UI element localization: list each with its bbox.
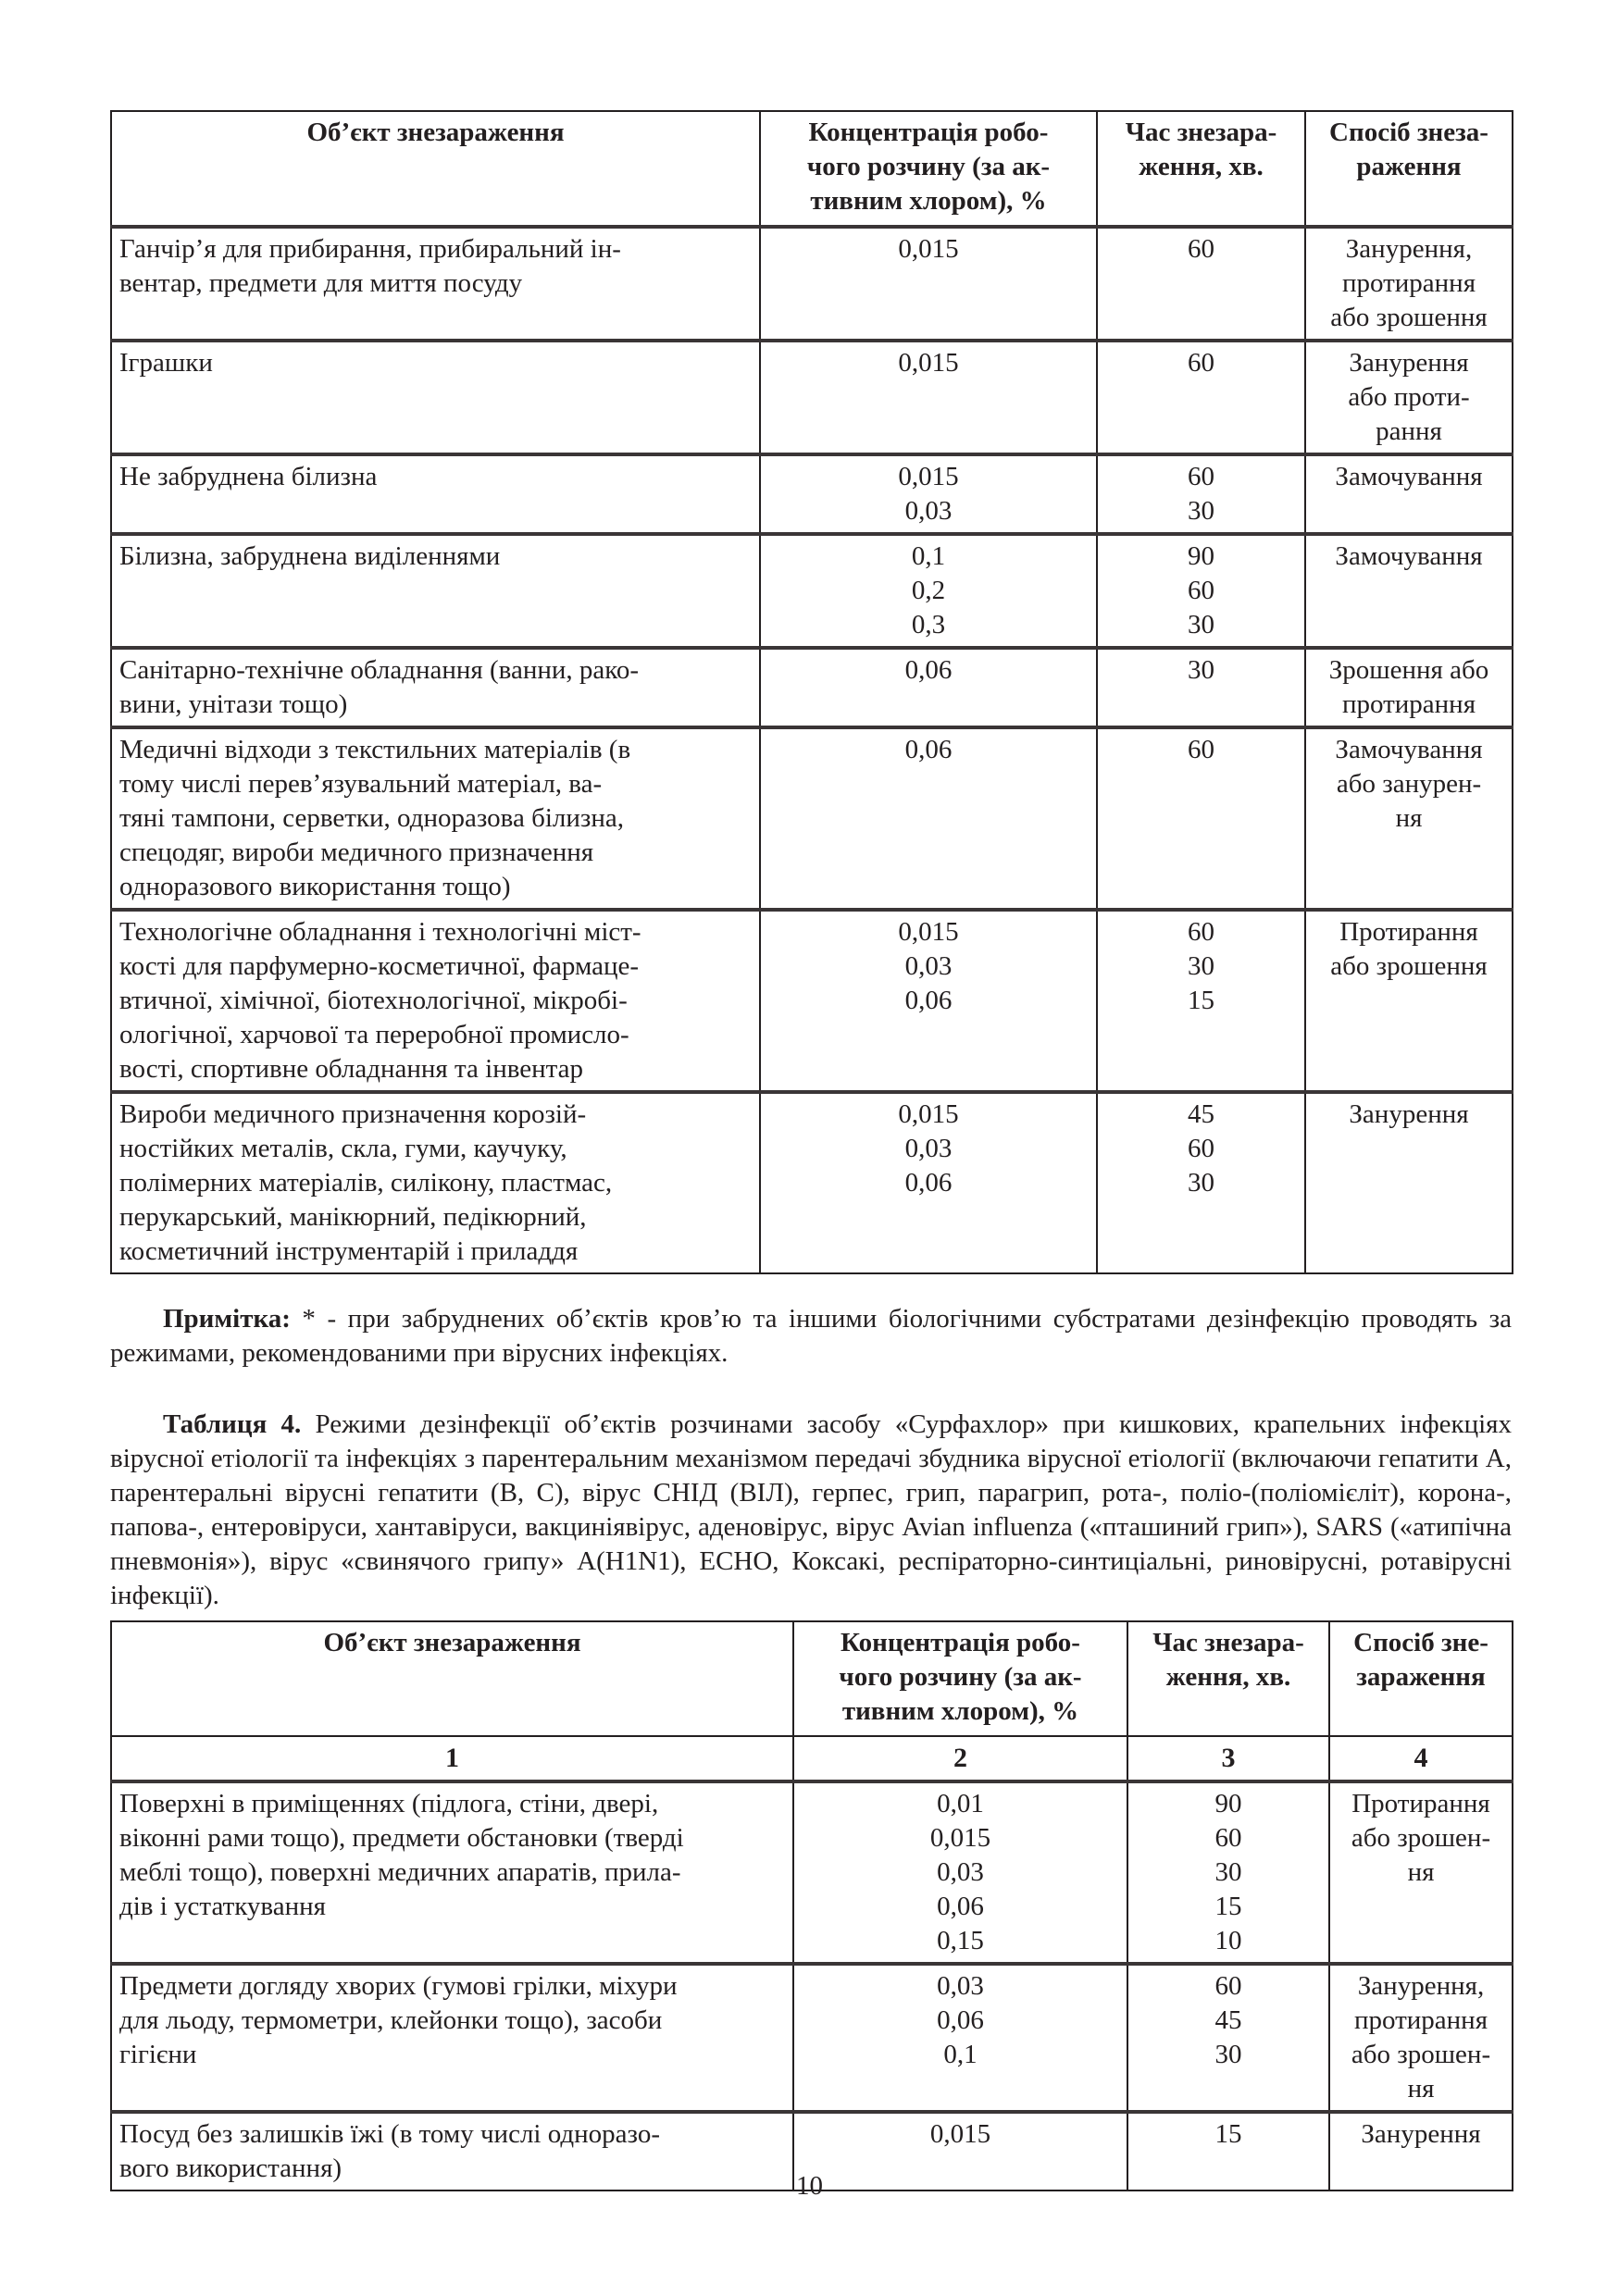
header-line: Час знезара-: [1152, 1628, 1304, 1657]
method-cell-line: ня: [1395, 803, 1423, 833]
concentration-cell: [760, 534, 1097, 648]
concentration-cell: [760, 648, 1097, 727]
time-cell-line: 60: [1188, 462, 1214, 491]
time-cell-line: 60: [1188, 917, 1214, 947]
column-number: 3: [1127, 1736, 1329, 1781]
concentration-cell-line: 0,06: [904, 735, 953, 764]
header-line: чого розчину (за ак-: [806, 152, 1051, 181]
table-row: [111, 910, 1513, 1092]
method-cell-line: Занурення: [1349, 1099, 1469, 1129]
concentration-cell-line: 0,2: [911, 576, 946, 605]
method-cell-line: Замочування: [1335, 541, 1483, 571]
table-4-caption-text: Режими дезінфекції об’єктів розчинами засобу «Сурфахлор» при кишкових, крапельних інфекціях вірусної етіології та інфекціях з парентеральним механізмом передачі збудника вірусної етіології (включаючи гепатити А, парентеральні вірусні гепатити (В, С), вірус СНІД (ВІЛ), герпес, грип, парагрип, рота-, поліо-(поліомієліт), корона-, папова-, ентеровіруси, хантавіруси, вакциніявірус, аденовірус, вірус Avian influenza («пташиний грип»), SARS («атипічна пневмонія»), вірус «свинячого грипу» A(H1N1), ECHO, Коксакі, респіраторно-синтиціальні, риновірусні, ротавірусні інфекції).: [110, 1409, 1512, 1610]
object-cell-line: одноразового використання тощо): [119, 872, 511, 901]
concentration-cell-line: 0,1: [911, 541, 946, 571]
note-paragraph: [110, 1302, 1512, 1371]
method-cell-line: Занурення,: [1357, 1971, 1485, 2001]
concentration-cell: [793, 1781, 1127, 1964]
object-cell-line: вини, унітази тощо): [119, 689, 348, 719]
concentration-cell-line: 0,015: [898, 462, 959, 491]
object-cell-line: Ганчір’я для прибирання, прибиральний ін-: [119, 234, 621, 264]
table-3-continued: [110, 110, 1513, 1274]
header-time: [1127, 1621, 1329, 1736]
method-cell-line: протирання: [1341, 689, 1476, 719]
header-line: чого розчину (за ак-: [839, 1662, 1082, 1692]
object-cell-line: меблі тощо), поверхні медичних апаратів, прила-: [119, 1857, 681, 1887]
method-cell-line: Замочування: [1335, 462, 1483, 491]
time-cell: [1127, 1964, 1329, 2112]
object-cell: [111, 648, 760, 727]
time-cell-line: 30: [1188, 496, 1214, 526]
concentration-cell-line: 0,015: [898, 1099, 959, 1129]
concentration-cell-line: 0,15: [937, 1926, 984, 1955]
object-cell-line: Поверхні в приміщеннях (підлога, стіни, двері,: [119, 1789, 659, 1818]
time-cell-line: 15: [1214, 1892, 1242, 1921]
method-cell-line: або занурен-: [1336, 769, 1482, 799]
object-cell-line: Не забруднена білизна: [119, 462, 378, 491]
method-cell-line: або зрошення: [1330, 951, 1488, 981]
concentration-cell-line: 0,06: [937, 1892, 984, 1921]
time-cell: [1097, 454, 1305, 534]
time-cell: [1097, 341, 1305, 454]
concentration-cell-line: 0,03: [904, 496, 953, 526]
concentration-cell-line: 0,03: [904, 1134, 953, 1163]
method-cell-line: Замочування: [1335, 735, 1483, 764]
concentration-cell-line: 0,03: [937, 1971, 984, 2001]
header-object: [111, 1621, 793, 1736]
time-cell-line: 60: [1188, 735, 1214, 764]
object-cell-line: Медичні відходи з текстильних матеріалів (в: [119, 735, 631, 764]
page-number: 10: [796, 2171, 823, 2201]
method-cell-line: або проти-: [1348, 382, 1470, 412]
header-line: Спосіб знеза-: [1329, 118, 1488, 147]
header-method: [1329, 1621, 1513, 1736]
method-cell-line: протирання: [1353, 2005, 1488, 2035]
concentration-cell: [793, 1964, 1127, 2112]
method-cell: [1329, 1964, 1513, 2112]
time-cell-line: 60: [1188, 1134, 1214, 1163]
time-cell-line: 30: [1214, 2040, 1242, 2069]
table-row: [111, 1781, 1513, 1964]
time-cell-line: 60: [1214, 1971, 1242, 2001]
time-cell: [1097, 1092, 1305, 1273]
object-cell-line: Посуд без залишків їжі (в тому числі одноразо-: [119, 2119, 660, 2149]
time-cell-line: 30: [1214, 1857, 1242, 1887]
header-line: Спосіб зне-: [1353, 1628, 1488, 1657]
method-cell: [1305, 534, 1513, 648]
column-number: 4: [1329, 1736, 1513, 1781]
concentration-cell-line: 0,015: [929, 2119, 991, 2149]
header-line: Концентрація робо-: [841, 1628, 1080, 1657]
header-time: [1097, 111, 1305, 227]
method-cell: [1329, 1781, 1513, 1964]
object-cell-line: спецодяг, вироби медичного призначення: [119, 838, 594, 867]
concentration-cell-line: 0,3: [911, 610, 946, 639]
header-line: Концентрація робо-: [808, 118, 1049, 147]
method-cell-line: ня: [1407, 1857, 1435, 1887]
time-cell-line: 60: [1188, 576, 1214, 605]
column-number-row: [111, 1736, 1513, 1781]
time-cell-line: 30: [1188, 655, 1214, 685]
time-cell: [1127, 1781, 1329, 1964]
table-row: [111, 1092, 1513, 1273]
object-cell-line: Предмети догляду хворих (гумові грілки, міхури: [119, 1971, 678, 2001]
object-cell: [111, 1092, 760, 1273]
header-line: тивним хлором), %: [841, 1696, 1079, 1726]
method-cell-line: Занурення: [1361, 2119, 1481, 2149]
time-cell-line: 45: [1188, 1099, 1214, 1129]
concentration-cell-line: 0,1: [943, 2040, 978, 2069]
time-cell-line: 60: [1188, 234, 1214, 264]
object-cell-line: тяні тампони, серветки, одноразова білизна,: [119, 803, 624, 833]
method-cell-line: Занурення: [1349, 348, 1469, 378]
object-cell-line: дів і устаткування: [119, 1892, 326, 1921]
object-cell-line: Технологічне обладнання і технологічні міст-: [119, 917, 641, 947]
object-cell-line: втичної, хімічної, біотехнологічної, мікробі-: [119, 986, 628, 1015]
concentration-cell-line: 0,015: [929, 1823, 991, 1853]
column-number: 2: [793, 1736, 1127, 1781]
table-row: [111, 341, 1513, 454]
object-cell-line: тому числі перев’язувальний матеріал, ва-: [119, 769, 603, 799]
table-row: [111, 227, 1513, 341]
object-cell: [111, 454, 760, 534]
object-cell-line: віконні рами тощо), предмети обстановки (тверді: [119, 1823, 684, 1853]
object-cell: [111, 1781, 793, 1964]
header-line: Об’єкт знезараження: [323, 1628, 581, 1657]
object-cell: [111, 910, 760, 1092]
header-line: раження: [1356, 152, 1462, 181]
object-cell: [111, 534, 760, 648]
time-cell-line: 60: [1188, 348, 1214, 378]
table-row: [111, 534, 1513, 648]
concentration-cell-line: 0,06: [904, 655, 953, 685]
table-4-body: [111, 1781, 1513, 2191]
concentration-cell-line: 0,06: [904, 986, 953, 1015]
time-cell-line: 30: [1188, 610, 1214, 639]
time-cell-line: 15: [1188, 986, 1214, 1015]
time-cell: [1097, 648, 1305, 727]
concentration-cell-line: 0,01: [937, 1789, 984, 1818]
object-cell-line: Санітарно-технічне обладнання (ванни, рако-: [119, 655, 640, 685]
time-cell-line: 90: [1188, 541, 1214, 571]
object-cell-line: вентар, предмети для миття посуду: [119, 268, 523, 298]
table-row: [111, 648, 1513, 727]
time-cell: [1097, 727, 1305, 910]
table-3-body: [111, 227, 1513, 1273]
concentration-cell: [760, 727, 1097, 910]
method-cell: [1305, 1092, 1513, 1273]
method-cell: [1305, 454, 1513, 534]
concentration-cell: [760, 910, 1097, 1092]
method-cell: [1305, 727, 1513, 910]
time-cell-line: 60: [1214, 1823, 1242, 1853]
object-cell-line: ологічної, харчової та переробної промисло-: [119, 1020, 629, 1049]
concentration-cell-line: 0,03: [904, 951, 953, 981]
concentration-cell-line: 0,015: [898, 917, 959, 947]
time-cell-line: 10: [1214, 1926, 1242, 1955]
time-cell: [1097, 910, 1305, 1092]
time-cell: [1097, 227, 1305, 341]
time-cell-line: 30: [1188, 951, 1214, 981]
method-cell-line: Занурення,: [1345, 234, 1473, 264]
concentration-cell-line: 0,03: [937, 1857, 984, 1887]
concentration-cell-line: 0,015: [898, 234, 959, 264]
method-cell: [1305, 910, 1513, 1092]
table-header-row: [111, 111, 1513, 227]
note-asterisk: * -: [290, 1304, 337, 1334]
table-row: [111, 454, 1513, 534]
method-cell: [1305, 648, 1513, 727]
concentration-cell-line: 0,015: [898, 348, 959, 378]
concentration-cell-line: 0,06: [937, 2005, 984, 2035]
column-number: 1: [111, 1736, 793, 1781]
table-4: [110, 1620, 1513, 2191]
table-row: [111, 1964, 1513, 2112]
object-cell-line: кості для парфумерно-косметичної, фармаце-: [119, 951, 640, 981]
method-cell-line: або зрошен-: [1351, 1823, 1491, 1853]
method-cell-line: ня: [1407, 2074, 1435, 2104]
table-row: [111, 727, 1513, 910]
time-cell-line: 90: [1214, 1789, 1242, 1818]
concentration-cell-line: 0,06: [904, 1168, 953, 1198]
table-header-row: [111, 1621, 1513, 1736]
object-cell-line: для льоду, термометри, клейонки тощо), засоби: [119, 2005, 663, 2035]
object-cell-line: косметичний інструментарій і приладдя: [119, 1236, 579, 1266]
concentration-cell: [760, 454, 1097, 534]
method-cell-line: протирання: [1341, 268, 1476, 298]
note-label: Примітка:: [163, 1304, 291, 1334]
object-cell-line: перукарський, манікюрний, педікюрний,: [119, 1202, 587, 1232]
header-line: зараження: [1356, 1662, 1486, 1692]
header-line: Час знезара-: [1125, 118, 1277, 147]
method-cell-line: рання: [1376, 416, 1442, 446]
time-cell: [1097, 534, 1305, 648]
document-page: [110, 110, 1512, 2191]
method-cell: [1305, 227, 1513, 341]
method-cell-line: Протирання: [1339, 917, 1478, 947]
object-cell: [111, 341, 760, 454]
object-cell-line: ностійких металів, скла, гуми, каучуку,: [119, 1134, 567, 1163]
method-cell-line: Зрошення або: [1328, 655, 1489, 685]
object-cell-line: Іграшки: [119, 348, 213, 378]
object-cell-line: вості, спортивне обладнання та інвентар: [119, 1054, 584, 1084]
concentration-cell: [760, 1092, 1097, 1273]
time-cell-line: 30: [1188, 1168, 1214, 1198]
header-method: [1305, 111, 1513, 227]
method-cell-line: або зрошен-: [1351, 2040, 1491, 2069]
object-cell: [111, 227, 760, 341]
method-cell-line: Протирання: [1351, 1789, 1490, 1818]
note-text: при забруднених об’єктів кров’ю та іншими біологічними субстратами дезінфекцію проводять за режимами, рекомендованими при вірусних інфекціях.: [110, 1304, 1512, 1368]
object-cell-line: полімерних матеріалів, силікону, пластмас,: [119, 1168, 613, 1198]
object-cell-line: Білизна, забруднена виділеннями: [119, 541, 501, 571]
time-cell-line: 15: [1214, 2119, 1242, 2149]
concentration-cell: [760, 341, 1097, 454]
table-4-caption-label: Таблиця 4.: [163, 1409, 302, 1439]
object-cell-line: гігієни: [119, 2040, 197, 2069]
header-line: Об’єкт знезараження: [306, 118, 565, 147]
header-concentration: [793, 1621, 1127, 1736]
object-cell-line: Вироби медичного призначення корозій-: [119, 1099, 587, 1129]
header-line: ження, хв.: [1139, 152, 1264, 181]
method-cell-line: або зрошення: [1330, 303, 1488, 332]
object-cell-line: вого використання): [119, 2153, 342, 2183]
concentration-cell: [760, 227, 1097, 341]
header-object: [111, 111, 760, 227]
header-line: тивним хлором), %: [810, 186, 1047, 216]
table-4-caption: [110, 1408, 1512, 1613]
header-line: ження, хв.: [1165, 1662, 1291, 1692]
header-concentration: [760, 111, 1097, 227]
object-cell: [111, 727, 760, 910]
method-cell: [1305, 341, 1513, 454]
object-cell: [111, 1964, 793, 2112]
time-cell-line: 45: [1214, 2005, 1242, 2035]
